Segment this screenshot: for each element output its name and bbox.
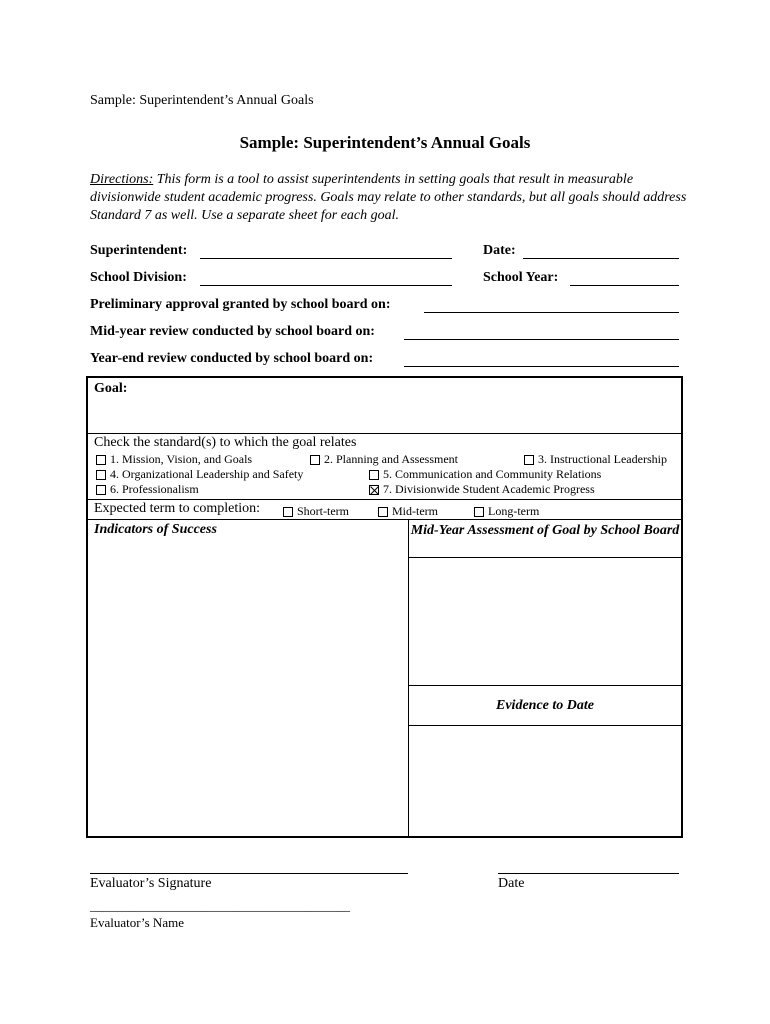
- standard-5-option[interactable]: [369, 467, 601, 482]
- standard-3-label: 3. Instructional Leadership: [538, 452, 667, 466]
- long-term-label: Long-term: [488, 504, 540, 518]
- standard-6-option[interactable]: [96, 482, 199, 497]
- checkbox-icon[interactable]: [474, 507, 484, 517]
- standard-6-label: 6. Professionalism: [110, 482, 199, 496]
- school-division-line[interactable]: [200, 285, 452, 286]
- long-term-option[interactable]: [474, 504, 539, 519]
- short-term-option[interactable]: [283, 504, 349, 519]
- mid-term-option[interactable]: [378, 504, 438, 519]
- checkbox-icon[interactable]: [96, 470, 106, 480]
- school-year-label: School Year:: [483, 270, 559, 285]
- assessment-column: [409, 520, 681, 836]
- page-title: Sample: Superintendent’s Annual Goals: [239, 133, 531, 152]
- date-line[interactable]: [523, 258, 679, 259]
- standard-7-label: 7. Divisionwide Student Academic Progress: [383, 482, 595, 496]
- school-division-label: School Division:: [90, 270, 187, 285]
- superintendent-line[interactable]: [200, 258, 452, 259]
- checkbox-icon[interactable]: [378, 507, 388, 517]
- checkbox-icon[interactable]: [96, 485, 106, 495]
- checked-checkbox-icon[interactable]: [369, 485, 379, 495]
- goal-label: Goal:: [94, 381, 128, 396]
- standard-7-option[interactable]: [369, 482, 595, 497]
- standards-section: [88, 434, 681, 500]
- mid-year-assessment-field[interactable]: [409, 558, 681, 686]
- standard-5-label: 5. Communication and Community Relations: [383, 467, 602, 481]
- preliminary-approval-line[interactable]: [424, 312, 679, 313]
- standard-1-option[interactable]: [96, 452, 252, 467]
- goal-form-table: [86, 376, 683, 838]
- indicators-column[interactable]: [88, 520, 409, 836]
- goal-row[interactable]: [88, 378, 681, 434]
- mid-term-label: Mid-term: [392, 504, 438, 518]
- date-label: Date:: [483, 243, 516, 258]
- standard-3-option[interactable]: [524, 452, 667, 467]
- directions: [90, 171, 690, 225]
- standard-2-label: 2. Planning and Assessment: [324, 452, 458, 466]
- short-term-label: Short-term: [297, 504, 349, 518]
- year-end-review-line[interactable]: [404, 366, 679, 367]
- superintendent-label: Superintendent:: [90, 243, 188, 258]
- indicators-heading: Indicators of Success: [94, 522, 217, 537]
- year-end-review-label: Year-end review conducted by school board on:: [90, 351, 374, 366]
- standard-1-label: 1. Mission, Vision, and Goals: [110, 452, 253, 466]
- checkbox-icon[interactable]: [96, 455, 106, 465]
- signature-date-label: Date: [498, 876, 525, 891]
- mid-year-review-label: Mid-year review conducted by school board on:: [90, 324, 375, 339]
- mid-year-review-line[interactable]: [404, 339, 679, 340]
- checkbox-icon[interactable]: [310, 455, 320, 465]
- evaluator-name-label: Evaluator’s Name: [90, 915, 184, 930]
- standards-title: Check the standard(s) to which the goal relates: [94, 435, 357, 450]
- checkbox-icon[interactable]: [524, 455, 534, 465]
- preliminary-approval-label: Preliminary approval granted by school board on:: [90, 297, 391, 312]
- checkbox-icon[interactable]: [283, 507, 293, 517]
- standard-4-label: 4. Organizational Leadership and Safety: [110, 467, 304, 481]
- directions-text: This form is a tool to assist superintendents in setting goals that result in measurable divisionwide student academic progress. Goals may relate to other standards, but all goals should address Standard 7 as well. Use a separate sheet for each goal.: [90, 172, 687, 223]
- evaluator-name-line[interactable]: ________________________________________: [90, 898, 350, 913]
- standard-4-option[interactable]: [96, 467, 303, 482]
- directions-label: Directions:: [90, 172, 154, 187]
- standard-2-option[interactable]: [310, 452, 458, 467]
- evidence-heading: Evidence to Date: [409, 686, 681, 726]
- school-year-line[interactable]: [570, 285, 679, 286]
- mid-year-assessment-heading: Mid-Year Assessment of Goal by School Board: [409, 520, 681, 558]
- checkbox-icon[interactable]: [369, 470, 379, 480]
- running-header: Sample: Superintendent’s Annual Goals: [90, 93, 314, 108]
- evaluator-signature-label: Evaluator’s Signature: [90, 876, 212, 891]
- evaluator-signature-line[interactable]: [90, 873, 408, 874]
- term-section: [88, 500, 681, 520]
- term-label: Expected term to completion:: [94, 501, 261, 516]
- signature-date-line[interactable]: [498, 873, 679, 874]
